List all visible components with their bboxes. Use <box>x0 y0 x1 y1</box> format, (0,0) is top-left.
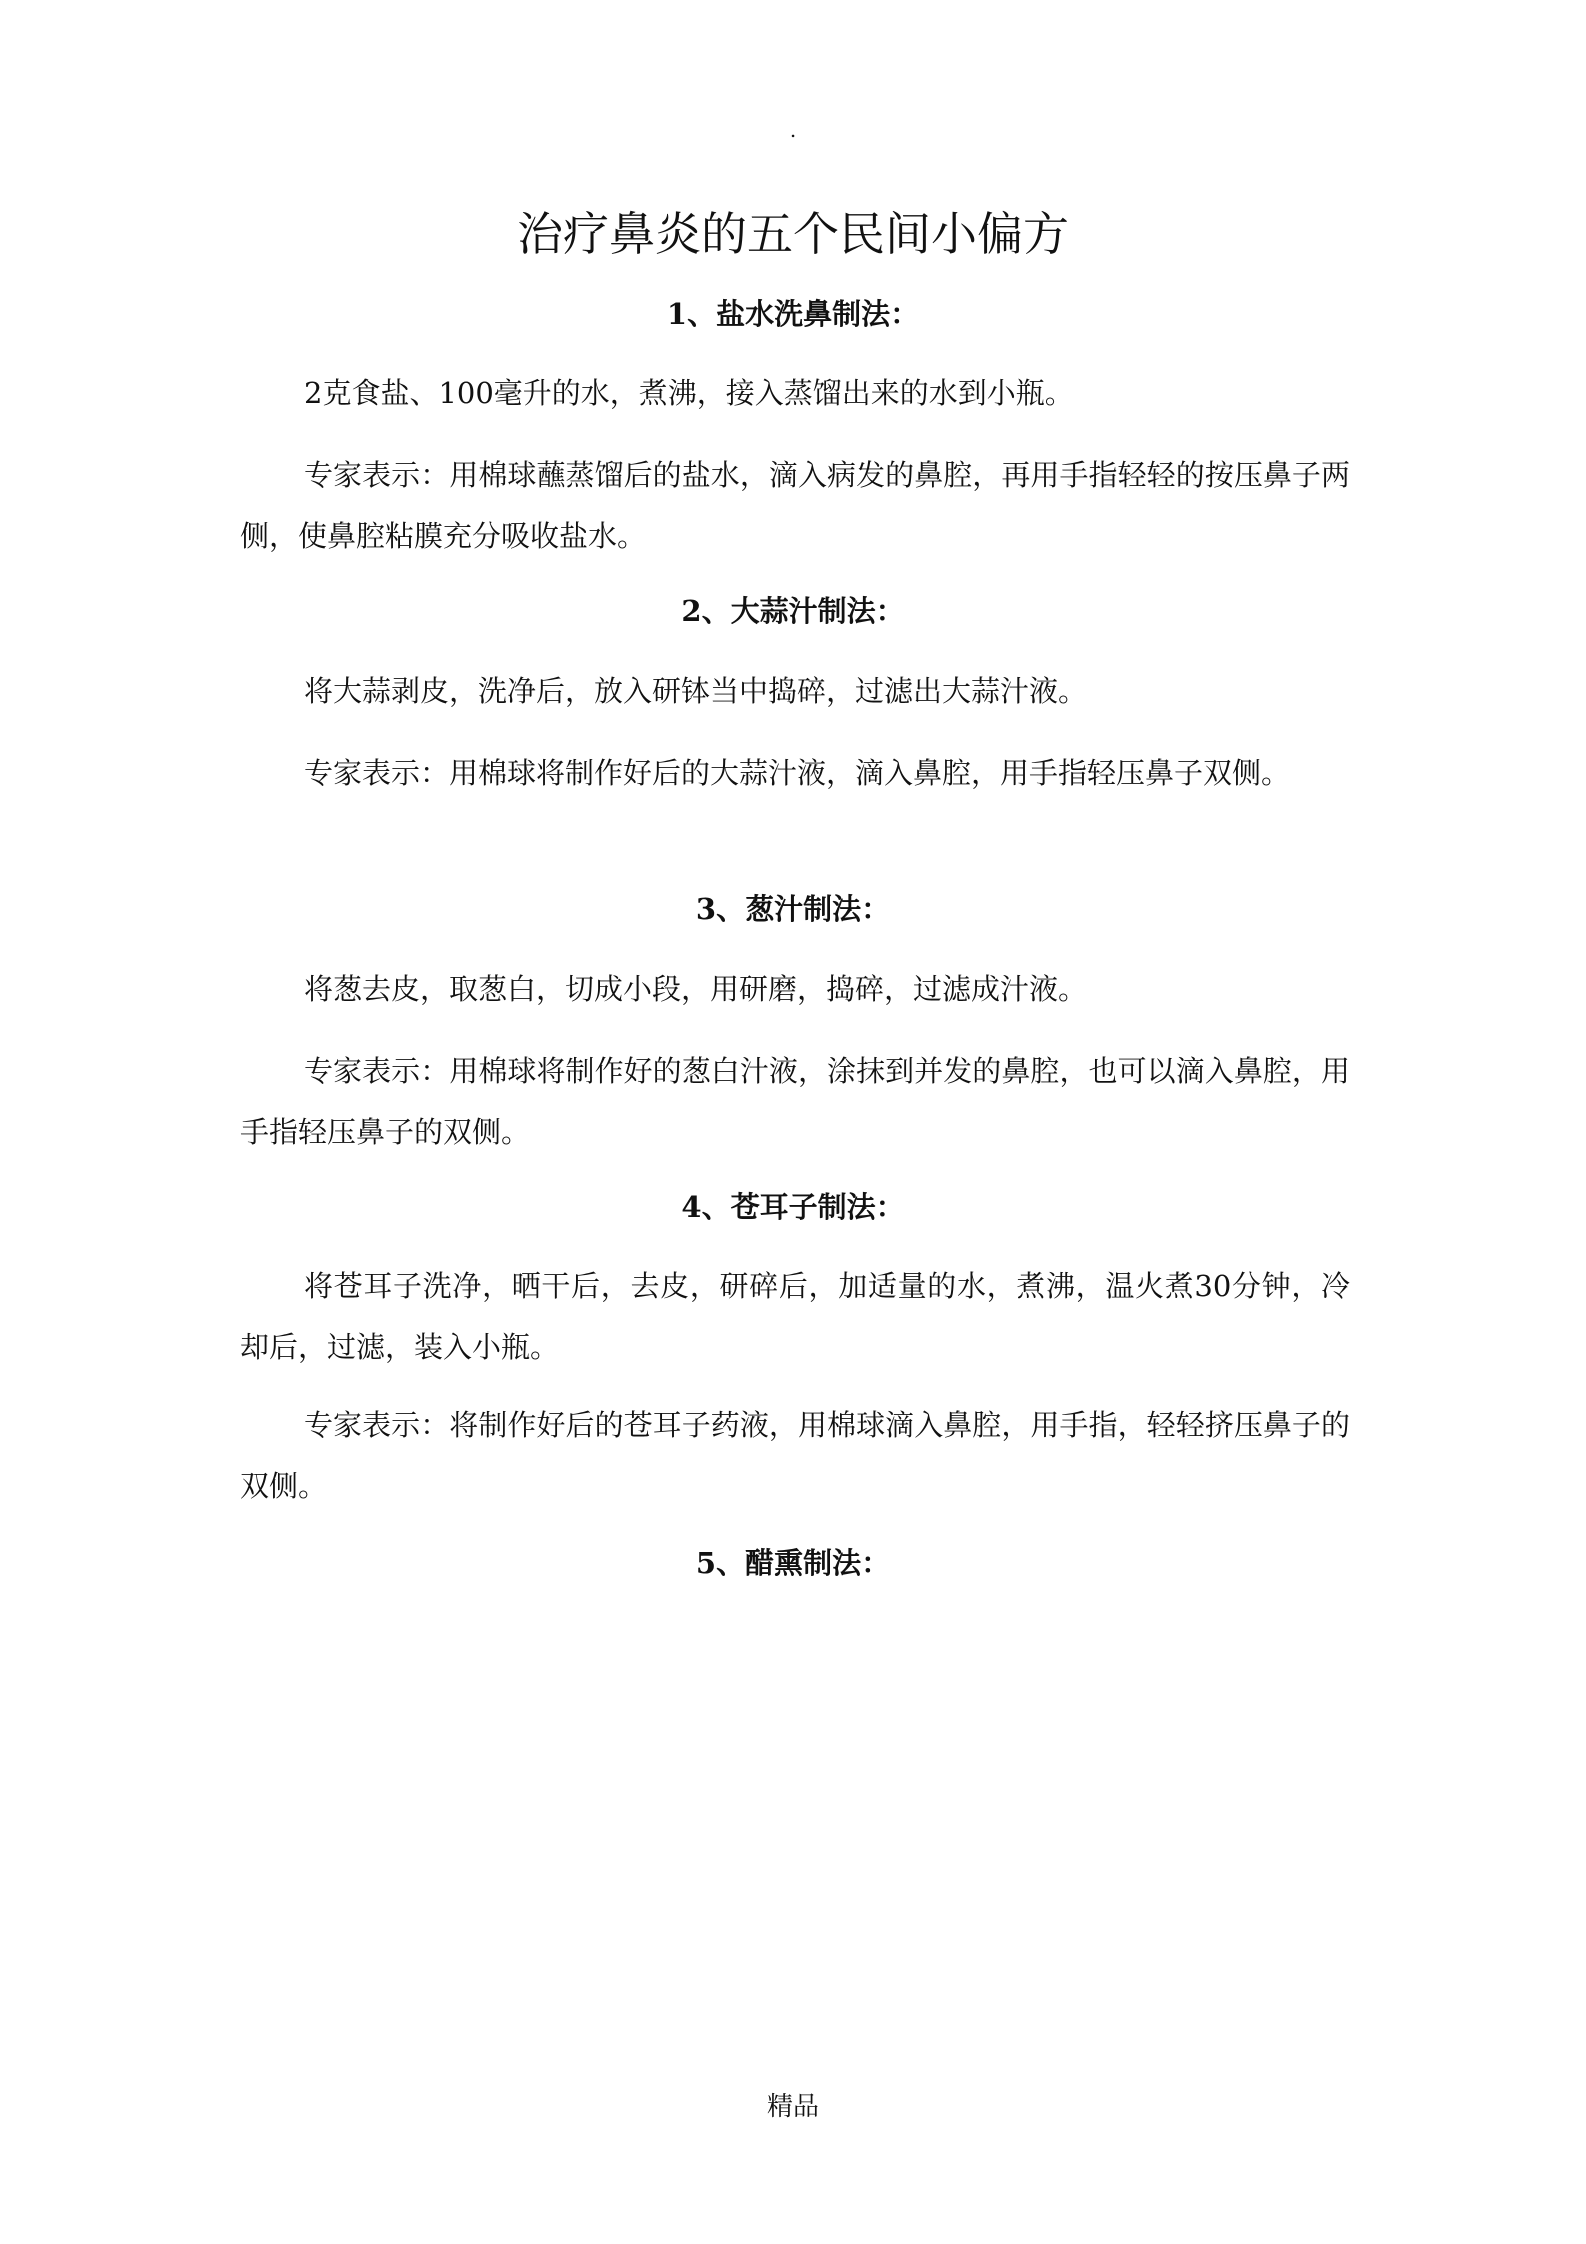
page-footer: 精品 <box>766 2092 819 2122</box>
document-title: 治疗鼻炎的五个民间小偏方 <box>517 207 1069 261</box>
section-heading-2: 2、大蒜汁制法： <box>681 594 905 628</box>
section-heading-4: 4、苍耳子制法： <box>681 1190 905 1224</box>
section-1-paragraph-1: 2克食盐、100毫升的水，煮沸，接入蒸馏出来的水到小瓶。 <box>304 376 1074 410</box>
header-mark: . <box>789 118 797 142</box>
section-3-paragraph-1: 将葱去皮，取葱白，切成小段，用研磨，捣碎，过滤成汁液。 <box>304 972 1088 1006</box>
section-4-paragraph-2: 专家表示：将制作好后的苍耳子药液，用棉球滴入鼻腔，用手指，轻轻挤压鼻子的双侧。 <box>240 1408 1350 1503</box>
section-1-paragraph-2: 专家表示：用棉球蘸蒸馏后的盐水，滴入病发的鼻腔，再用手指轻轻的按压鼻子两侧，使鼻腔粘膜充分吸收盐水。 <box>240 458 1350 553</box>
section-heading-3: 3、葱汁制法： <box>695 892 891 926</box>
section-4-paragraph-1: 将苍耳子洗净，晒干后，去皮，研碎后，加适量的水，煮沸，温火煮30分钟，冷却后，过滤，装入小瓶。 <box>240 1269 1350 1364</box>
section-heading-5: 5、醋熏制法： <box>695 1546 891 1580</box>
section-2-paragraph-1: 将大蒜剥皮，洗净后，放入研钵当中捣碎，过滤出大蒜汁液。 <box>304 674 1088 708</box>
section-heading-1: 1、盐水洗鼻制法： <box>666 297 920 331</box>
section-3-paragraph-2: 专家表示：用棉球将制作好的葱白汁液，涂抹到并发的鼻腔，也可以滴入鼻腔，用手指轻压鼻子的双侧。 <box>240 1054 1350 1149</box>
section-2-paragraph-2: 专家表示：用棉球将制作好后的大蒜汁液，滴入鼻腔，用手指轻压鼻子双侧。 <box>304 756 1291 790</box>
